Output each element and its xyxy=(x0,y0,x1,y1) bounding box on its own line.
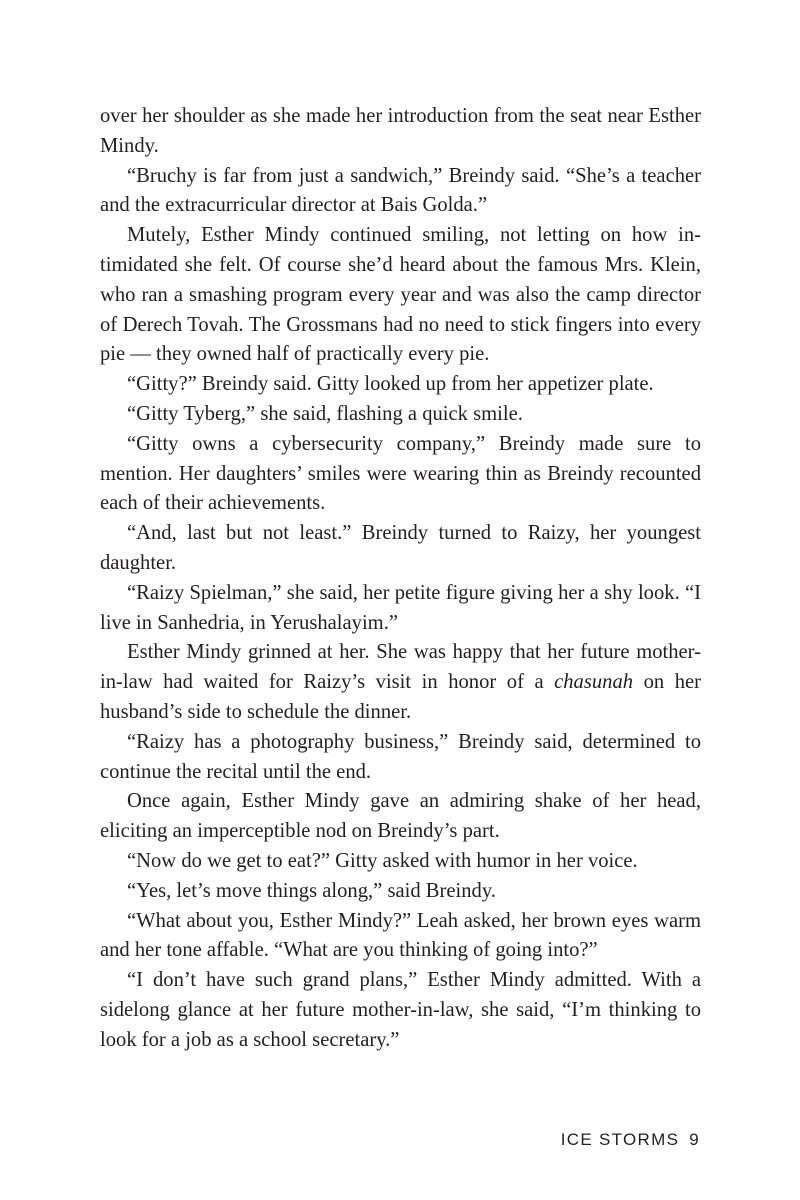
paragraph: “Now do we get to eat?” Gitty asked with humor in her voice. xyxy=(127,849,638,872)
running-title: ICE STORMS xyxy=(560,1130,680,1149)
paragraph xyxy=(100,638,701,727)
paragraph: “Raizy has a photography business,” Breindy said, determined to continue the recital until the end. xyxy=(100,730,701,783)
paragraph: “Gitty owns a cybersecurity company,” Breindy made sure to mention. Her daughters’ smiles were wearing thin as Breindy recounted each of their achievements. xyxy=(100,432,701,515)
page-footer xyxy=(561,1130,700,1150)
paragraph: “Yes, let’s move things along,” said Breindy. xyxy=(127,879,496,902)
paragraph: “Bruchy is far from just a sandwich,” Breindy said. “She’s a teacher and the extracurricular director at Bais Golda.” xyxy=(100,164,701,217)
paragraph: “And, last but not least.” Breindy turned to Raizy, her youngest daughter. xyxy=(100,522,701,574)
page-number: 9 xyxy=(689,1130,700,1149)
italic-term: chasunah xyxy=(554,671,634,694)
paragraph: “I don’t have such grand plans,” Esther Mindy admitted. With a sidelong glance at her future mother-in-law, she said, “I’m thinking to look for a job as a school secretary.” xyxy=(100,969,701,1051)
paragraph: “Gitty?” Breindy said. Gitty looked up from her appetizer plate. xyxy=(127,373,654,396)
paragraph: over her shoulder as she made her introduction from the seat near Esther Mindy. xyxy=(100,105,701,157)
paragraph: Mutely, Esther Mindy continued smiling, not letting on how intimidated she felt. Of course she’d heard about the famous Mrs. Klein, who ran a smashing program every year and was also the camp director of Derech Tovah. The Grossmans had no need to stick fingers into every pie — they owned half of practically every pie. xyxy=(100,224,701,366)
paragraph: “What about you, Esther Mindy?” Leah asked, her brown eyes warm and her tone affable. “What are you thinking of going into?” xyxy=(100,909,701,962)
paragraph-segment: Esther Mindy grinned at her. She was happy that her future mother-in-law had waited for Raizy’s visit in honor of a xyxy=(100,641,701,694)
paragraph: Once again, Esther Mindy gave an admiring shake of her head, eliciting an imperceptible nod on Breindy’s part. xyxy=(100,790,701,843)
paragraph-segment: on her husband’s side to schedule the dinner. xyxy=(100,671,702,723)
paragraph: “Gitty Tyberg,” she said, flashing a quick smile. xyxy=(127,402,523,425)
paragraph: “Raizy Spielman,” she said, her petite figure giving her a shy look. “I live in Sanhedria, in Yerushalayim.” xyxy=(100,581,701,634)
body-text xyxy=(100,102,701,1056)
